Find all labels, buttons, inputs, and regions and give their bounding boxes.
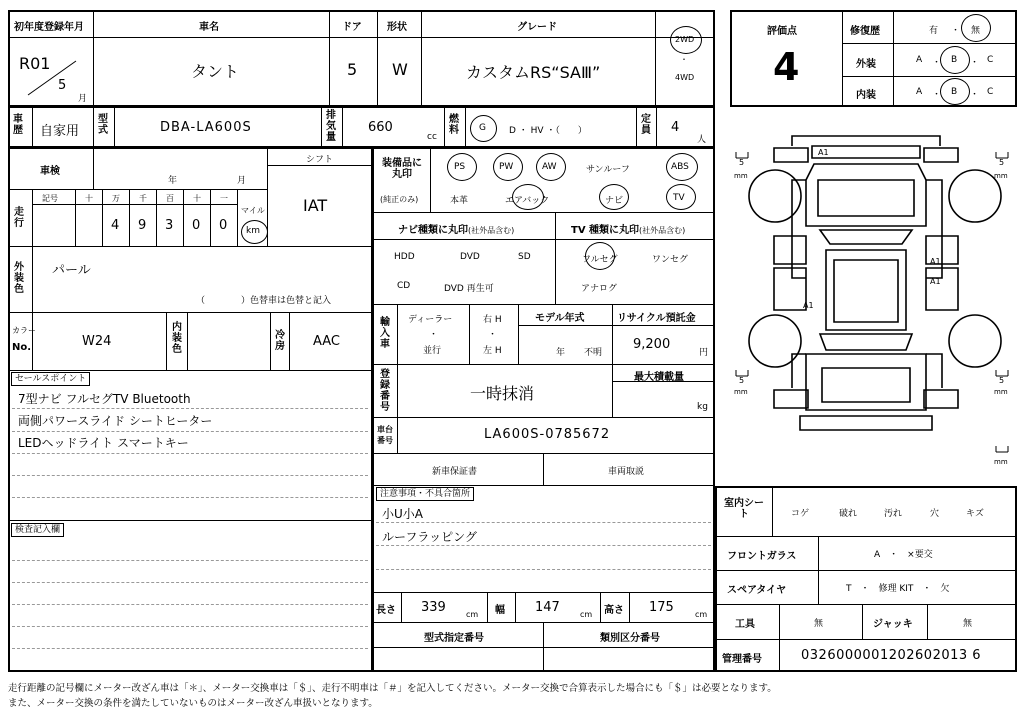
width-unit: cm bbox=[580, 610, 593, 619]
score-value: 4 bbox=[773, 45, 800, 89]
shift-label: シフト bbox=[306, 155, 334, 165]
mark-a1-right-door-1: A1 bbox=[930, 257, 941, 266]
spare-label: スペアタイヤ bbox=[727, 585, 787, 596]
first-reg-slash bbox=[22, 55, 82, 100]
width-label: 幅 bbox=[495, 605, 505, 616]
length-unit: cm bbox=[466, 610, 479, 619]
interior-label: 内装 bbox=[856, 90, 876, 101]
repair-yes: 有 bbox=[929, 26, 939, 36]
drive-4wd: 4WD bbox=[675, 73, 695, 82]
recycle-label: リサイクル預託金 bbox=[617, 313, 696, 324]
max-load-kg: kg bbox=[697, 402, 708, 412]
interior-c: C bbox=[987, 87, 994, 97]
equip-abs: ABS bbox=[671, 162, 689, 172]
equipment-note: (純正のみ) bbox=[380, 195, 419, 204]
color-no-label: No. bbox=[12, 342, 32, 353]
length-label: 長さ bbox=[376, 605, 396, 616]
import-dot-1: ・ bbox=[429, 330, 439, 340]
inspection-month: 月 bbox=[237, 176, 247, 186]
ac-value: AAC bbox=[313, 334, 340, 349]
model-label: 型式 bbox=[98, 114, 108, 136]
exterior-a: A bbox=[916, 55, 923, 65]
jack-value: 無 bbox=[963, 619, 973, 629]
digit-4: 3 bbox=[165, 218, 174, 233]
tread-spare-mm: mm bbox=[994, 458, 1008, 466]
recycle-yen: 円 bbox=[699, 348, 709, 358]
manual-label: 車両取説 bbox=[608, 467, 645, 477]
seat-tear: 破れ bbox=[839, 509, 858, 519]
import-label: 輸入車 bbox=[380, 317, 390, 350]
digit-2: 4 bbox=[111, 218, 120, 233]
color-no-label-top: カラー bbox=[12, 326, 36, 335]
drive-2wd: 2WD bbox=[675, 35, 695, 44]
capacity-label: 定員 bbox=[641, 114, 651, 136]
car-name-label: 車名 bbox=[199, 22, 219, 33]
control-value: 0326000001202602013 6 bbox=[801, 648, 982, 663]
grade-label: グレード bbox=[517, 22, 557, 33]
navi-sd: SD bbox=[518, 252, 531, 262]
displacement-value: 660 bbox=[368, 120, 393, 135]
tread-rl: 5 bbox=[739, 376, 745, 385]
tread-rr-mm: mm bbox=[994, 388, 1008, 396]
equip-leather: 本革 bbox=[450, 196, 469, 206]
model-value: DBA-LA600S bbox=[160, 120, 252, 135]
footer-line-2: また、メーター交換の条件を満たしていないものはメーター改ざん車扱いとなります。 bbox=[8, 698, 378, 709]
drive-dot: ・ bbox=[680, 55, 688, 64]
glass-label: フロントガラス bbox=[727, 551, 797, 562]
equip-airbag: エアバック bbox=[505, 196, 550, 206]
grade-value: カスタムRS“SAⅢ” bbox=[466, 63, 601, 82]
height-label: 高さ bbox=[604, 605, 624, 616]
footer-line-1: 走行距離の記号欄にメーター改ざん車は「＊」、メーター交換車は「＄」、走行不明車は「＃」を記入してください。メーター交換で合算表示した場合にも「＄」は必要となります。 bbox=[8, 683, 777, 694]
tv-oneseg: ワンセグ bbox=[652, 255, 689, 265]
tv-fullseg: フルセグ bbox=[582, 255, 618, 265]
tread-fl: 5 bbox=[739, 158, 745, 167]
tread-fl-mm: mm bbox=[734, 172, 748, 180]
color-no-value: W24 bbox=[82, 334, 112, 349]
interior-dot-1: ・ bbox=[932, 90, 942, 100]
inspector-label: 検査記入欄 bbox=[11, 523, 64, 537]
door-value: 5 bbox=[347, 60, 358, 79]
digit-header-6: 一 bbox=[220, 194, 228, 203]
glass-value: A ・ ×要交 bbox=[874, 550, 933, 560]
first-reg-month-unit: 月 bbox=[78, 94, 88, 104]
exterior-dot-1: ・ bbox=[932, 58, 942, 68]
ac-label: 冷房 bbox=[275, 330, 285, 352]
digit-3: 9 bbox=[138, 218, 147, 233]
registration-label: 登録番号 bbox=[380, 369, 390, 413]
recycle-value: 9,200 bbox=[633, 337, 671, 352]
repair-no: 無 bbox=[971, 26, 981, 36]
door-label: ドア bbox=[342, 22, 362, 33]
notes-label: 注意事項・不具合箇所 bbox=[376, 487, 474, 501]
navi-dvd: DVD bbox=[460, 252, 480, 262]
registration-value: 一時抹消 bbox=[470, 384, 535, 403]
inspection-label: 車検 bbox=[40, 166, 60, 177]
tread-fr: 5 bbox=[999, 158, 1005, 167]
exterior-b: B bbox=[951, 55, 958, 65]
equipment-title: 装備品に丸印 bbox=[382, 158, 422, 180]
import-lh: 左 H bbox=[483, 346, 502, 356]
mileage-label: 走行 bbox=[14, 207, 24, 229]
height-value: 175 bbox=[649, 600, 674, 615]
type-cert-label: 型式指定番号 bbox=[424, 633, 484, 644]
mark-a1-front: A1 bbox=[818, 148, 829, 157]
equip-sunroof: サンルーフ bbox=[586, 165, 630, 175]
capacity-value: 4 bbox=[671, 120, 680, 135]
model-year-unit: 年 bbox=[556, 348, 566, 358]
interior-dot-2: ・ bbox=[970, 90, 980, 100]
navi-dvd-play: DVD 再生可 bbox=[444, 284, 494, 294]
digit-6: 0 bbox=[219, 218, 228, 233]
import-dot-2: ・ bbox=[488, 330, 498, 340]
tread-fr-mm: mm bbox=[994, 172, 1008, 180]
score-label: 評価点 bbox=[767, 26, 797, 37]
first-reg-label: 初年度登録年月 bbox=[14, 22, 84, 33]
seat-hole: 穴 bbox=[930, 509, 940, 519]
spare-value: T ・ 修理 KIT ・ 欠 bbox=[846, 584, 950, 594]
note-1: 小U小A bbox=[382, 507, 423, 521]
left-block bbox=[8, 148, 373, 672]
digit-5: 0 bbox=[192, 218, 201, 233]
import-rh: 右 H bbox=[483, 315, 502, 325]
equip-navi: ナビ bbox=[605, 196, 624, 206]
interior-a: A bbox=[916, 87, 923, 97]
seat-label: 室内シート bbox=[724, 498, 764, 520]
import-parallel: 並行 bbox=[423, 346, 442, 356]
max-load-label: 最大積載量 bbox=[634, 372, 684, 383]
navi-title: ナビ種類に丸印(社外品含む) bbox=[398, 225, 515, 236]
sales-point-1: 7型ナビ フルセグTV Bluetooth bbox=[18, 392, 191, 406]
digit-header-4: 百 bbox=[166, 194, 174, 203]
mark-a1-left-door: A1 bbox=[803, 301, 814, 310]
jack-label: ジャッキ bbox=[873, 619, 913, 630]
first-reg-month: 5 bbox=[58, 78, 67, 93]
fuel-g: G bbox=[479, 123, 486, 133]
sales-point-2: 両側パワースライド シートヒーター bbox=[18, 414, 213, 428]
class-label: 類別区分番号 bbox=[600, 633, 660, 644]
seat-burn: コゲ bbox=[791, 509, 810, 519]
interior-b: B bbox=[951, 87, 958, 97]
equip-ps: PS bbox=[454, 162, 466, 172]
exterior-label: 外装 bbox=[856, 59, 876, 70]
usage-value: 自家用 bbox=[40, 124, 80, 139]
chassis-value: LA600S-0785672 bbox=[484, 427, 611, 442]
shape-value: W bbox=[392, 60, 408, 79]
warranty-label: 新車保証書 bbox=[432, 467, 478, 477]
usage-label: 車歴 bbox=[13, 114, 23, 136]
repair-label: 修復歴 bbox=[850, 26, 880, 37]
mark-a1-right-door-2: A1 bbox=[930, 277, 941, 286]
import-dealer: ディーラー bbox=[408, 315, 453, 325]
equip-tv: TV bbox=[673, 193, 685, 203]
repair-dot: ・ bbox=[951, 26, 961, 36]
length-value: 339 bbox=[421, 600, 446, 615]
tools-value: 無 bbox=[814, 619, 824, 629]
control-label: 管理番号 bbox=[722, 654, 762, 665]
exterior-dot-2: ・ bbox=[970, 58, 980, 68]
mile-unit: マイル bbox=[241, 206, 265, 215]
exterior-c: C bbox=[987, 55, 994, 65]
chassis-label: 車台番号 bbox=[377, 425, 393, 445]
tools-label: 工具 bbox=[735, 619, 755, 630]
sales-points-label: セールスポイント bbox=[11, 372, 90, 386]
mileage-symbol-label: 記号 bbox=[42, 194, 58, 203]
inspection-year: 年 bbox=[168, 176, 178, 186]
equip-pw: PW bbox=[499, 162, 514, 172]
seat-dirt: 汚れ bbox=[884, 509, 903, 519]
capacity-unit: 人 bbox=[697, 135, 707, 145]
model-year-label: モデル年式 bbox=[535, 313, 585, 324]
cc-unit: cc bbox=[427, 132, 437, 142]
tread-rr: 5 bbox=[999, 376, 1005, 385]
tread-rl-mm: mm bbox=[734, 388, 748, 396]
digit-header-5: 十 bbox=[193, 194, 201, 203]
digit-header-1: 十 bbox=[85, 194, 93, 203]
navi-hdd: HDD bbox=[394, 252, 415, 262]
exterior-color-label: 外装色 bbox=[14, 262, 24, 295]
tv-analog: アナログ bbox=[581, 284, 618, 294]
fuel-label: 燃料 bbox=[449, 114, 459, 136]
tv-title: TV 種類に丸印(社外品含む) bbox=[571, 225, 686, 236]
note-2: ルーフラッピング bbox=[382, 530, 477, 544]
car-name-value: タント bbox=[191, 62, 240, 81]
digit-header-3: 千 bbox=[139, 194, 147, 203]
car-damage-diagram bbox=[730, 118, 1020, 478]
first-reg-era: R01 bbox=[19, 54, 51, 73]
height-unit: cm bbox=[695, 610, 708, 619]
km-unit: km bbox=[246, 226, 260, 236]
displacement-label: 排気量 bbox=[326, 110, 336, 143]
seat-scratch: キズ bbox=[966, 509, 984, 519]
sales-point-3: LEDヘッドライト スマートキー bbox=[18, 436, 189, 450]
width-value: 147 bbox=[535, 600, 560, 615]
fuel-other: D ・ HV ・（ ） bbox=[509, 126, 587, 136]
interior-color-label: 内装色 bbox=[172, 322, 182, 355]
equip-aw: AW bbox=[542, 162, 557, 172]
navi-cd: CD bbox=[397, 281, 411, 291]
shape-label: 形状 bbox=[387, 22, 407, 33]
exterior-color-value: パール bbox=[52, 263, 91, 278]
exterior-color-note: （ ）色替車は色替と記入 bbox=[196, 296, 332, 306]
digit-header-2: 万 bbox=[112, 194, 120, 203]
shift-value: IAT bbox=[303, 196, 328, 215]
model-year-unknown: 不明 bbox=[584, 348, 603, 358]
